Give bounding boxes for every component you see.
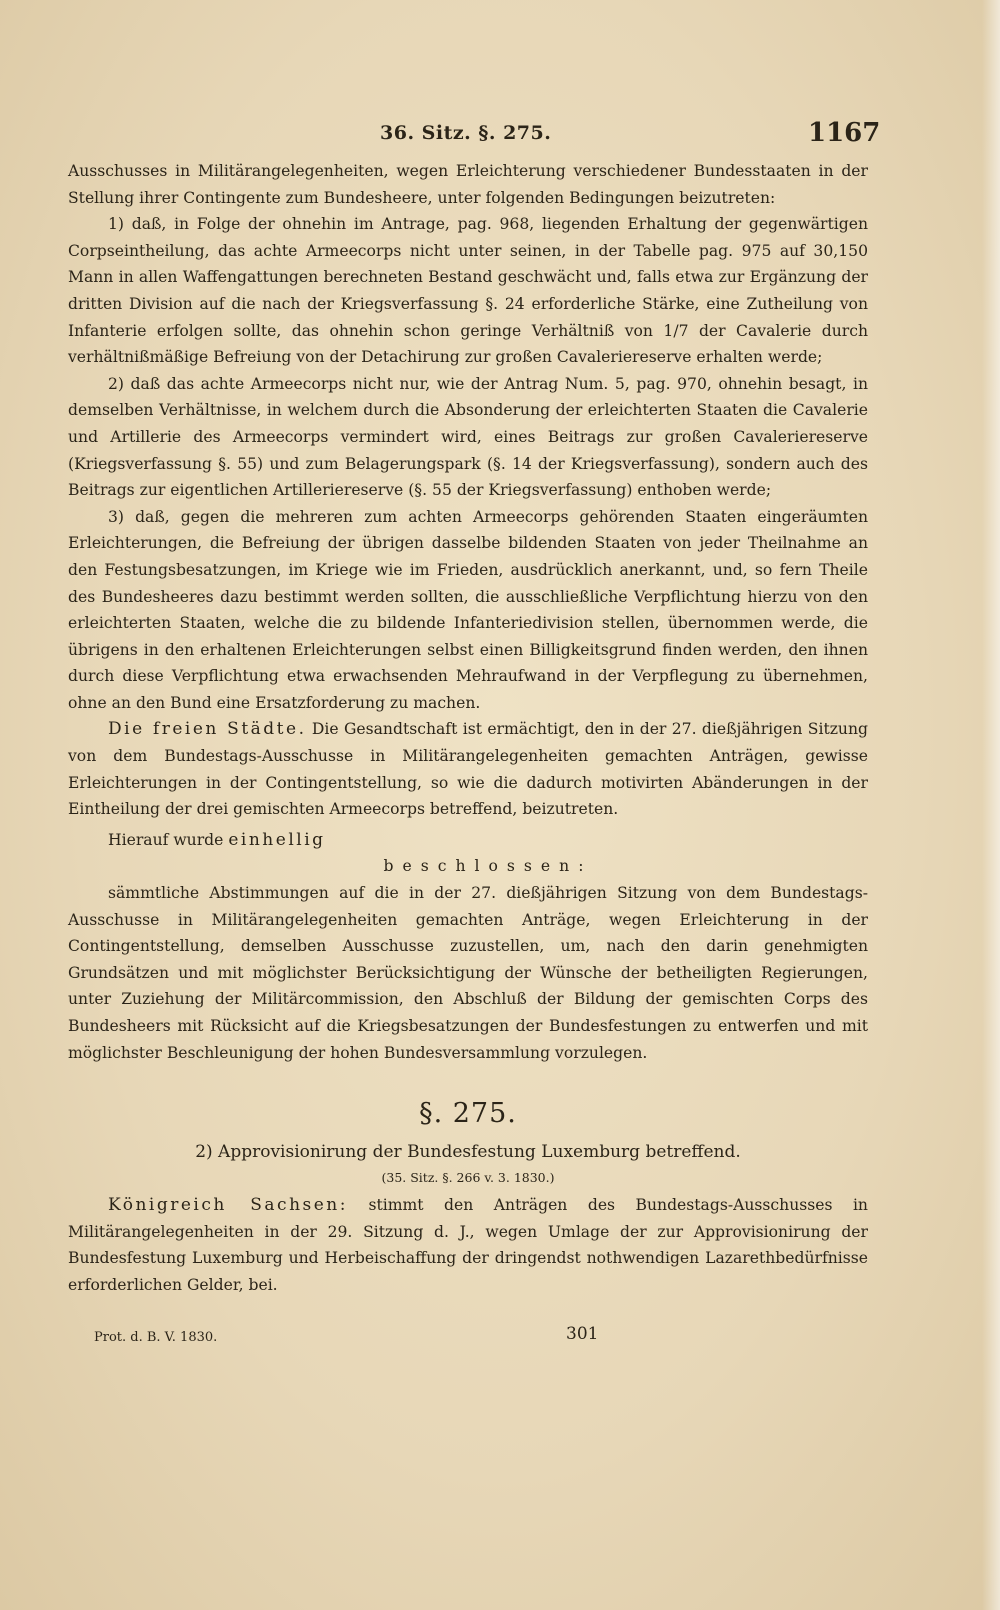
condition-3: 3) daß, gegen die mehreren zum achten Armeecorps gehörenden Staaten eingeräumten Erleichterungen, die Befreiung der übrigen dasselbe bildenden Staaten von jeder Theilnahme an den Festungsbesatzungen, im Kriege wie im Frieden, ausdrücklich anerkannt, und, so fern Theile des Bundesheeres dazu bestimmt werden sollten, die ausschließliche Verpflichtung hierzu von den erleichterten Staaten, welche die zu bildende Infanteriedivision stellen, übernommen werde, die übrigens in den erhaltenen Erleichterungen selbst einen Billigkeitsgrund finden werden, den ihnen durch diese Verpflichtung etwa erwachsenden Mehraufwand in der Verpflegung zu übernehmen, ohne an den Bund eine Ersatzforderung zu machen. bbox=[68, 507, 868, 712]
resolution-intro bbox=[68, 827, 868, 854]
free-cities-vote bbox=[68, 716, 868, 822]
section-reference: (35. Sitz. §. 266 v. 3. 1830.) bbox=[381, 1170, 555, 1186]
free-cities-lead: Die freien Städte. bbox=[108, 719, 307, 740]
page-footer bbox=[0, 1324, 1000, 1354]
condition-2: 2) daß das achte Armeecorps nicht nur, wie der Antrag Num. 5, pag. 970, ohnehin besagt, in demselben Verhältnisse, in welchem durch die Absonderung der erleichterten Staaten die Cavalerie und Artillerie des Armeecorps vermindert wird, eines Beitrags zur großen Cavaleriereserve (Kriegsverfassung §. 55) und zum Belagerungspark (§. 14 der Kriegsverfassung), sondern auch des Beitrags zur eigentlichen Artilleriereserve (§. 55 der Kriegsverfassung) enthoben werde; bbox=[68, 374, 868, 500]
section-title: 2) Approvisionirung der Bundesfestung Luxemburg betreffend. bbox=[195, 1142, 741, 1163]
section-number: §. 275. bbox=[419, 1098, 517, 1130]
resolution-intro-lead: Hierauf wurde bbox=[108, 830, 229, 849]
page-body bbox=[68, 158, 868, 1299]
free-cities-text: Die Gesandtschaft ist ermächtigt, den in der 27. dießjährigen Sitzung von dem Bundestags-Ausschusse in Militärangelegenheiten gemachten Anträgen, gewisse Erleichterungen in der Contingentstellung, so wie die dadurch motivirten Abänderungen in der Eintheilung der drei gemischten Armeecorps betreffend, beizutreten. bbox=[68, 720, 868, 819]
saxony-lead: Königreich Sachsen: bbox=[108, 1195, 348, 1216]
resolution-text: sämmtliche Abstimmungen auf die in der 27. dießjährigen Sitzung von dem Bundestags-Ausschusse in Militärangelegenheiten gemachten Anträge, wegen Erleichterung in der Contingentstellung, demselben Ausschusse zuzustellen, um, nach den darin genehmigten Grundsätzen und mit möglichster Berücksichtigung der Wünsche der betheiligten Regierungen, unter Zuziehung der Militärcommission, den Abschluß der Bildung der gemischten Corps des Bundesheers mit Rücksicht auf die Kriegsbesatzungen der Bundesfestungen zu entwerfen und mit möglichster Beschleunigung der hohen Bundesversammlung vorzulegen. bbox=[68, 884, 868, 1062]
resolved-heading: beschlossen: bbox=[383, 857, 593, 876]
header-page-number: 1167 bbox=[808, 118, 881, 148]
paragraph-continuation: Ausschusses in Militärangelegenheiten, wegen Erleichterung verschiedener Bundesstaaten in der Stellung ihrer Contingente zum Bundesheere, unter folgenden Bedingungen beizutreten: bbox=[68, 162, 868, 207]
condition-1: 1) daß, in Folge der ohnehin im Antrage, pag. 968, liegenden Erhaltung der gegenwärtigen Corpseintheilung, das achte Armeecorps nicht unter seinen, in der Tabelle pag. 975 auf 30,150 Mann in allen Waffengattungen berechneten Bestand geschwächt und, falls etwa zur Ergänzung der dritten Division auf die nach der Kriegsverfassung §. 24 erforderliche Stärke, eine Zutheilung von Infanterie erfolgen sollte, das ohnehin schon geringe Verhältniß von 1/7 der Cavalerie durch verhältnißmäßige Befreiung von der Detachirung zur großen Cavaleriereserve erhalten werde; bbox=[68, 215, 868, 367]
saxony-text: stimmt den Anträgen des Bundestags-Ausschusses in Militärangelegenheiten in der 29. Sitzung d. J., wegen Umlage der zur Approvisionirung der Bundesfestung Luxemburg und Herbeischaffung der dringendst nothwendigen Lazarethbedürfnisse erforderlichen Gelder, bei. bbox=[68, 1196, 868, 1294]
page-header bbox=[0, 118, 1000, 152]
saxony-vote bbox=[68, 1192, 868, 1298]
footer-sheet-number: 301 bbox=[566, 1324, 599, 1344]
header-title: 36. Sitz. §. 275. bbox=[380, 122, 552, 144]
resolution-unanimous: einhellig bbox=[228, 829, 326, 850]
footer-protocol: Prot. d. B. V. 1830. bbox=[94, 1330, 218, 1345]
